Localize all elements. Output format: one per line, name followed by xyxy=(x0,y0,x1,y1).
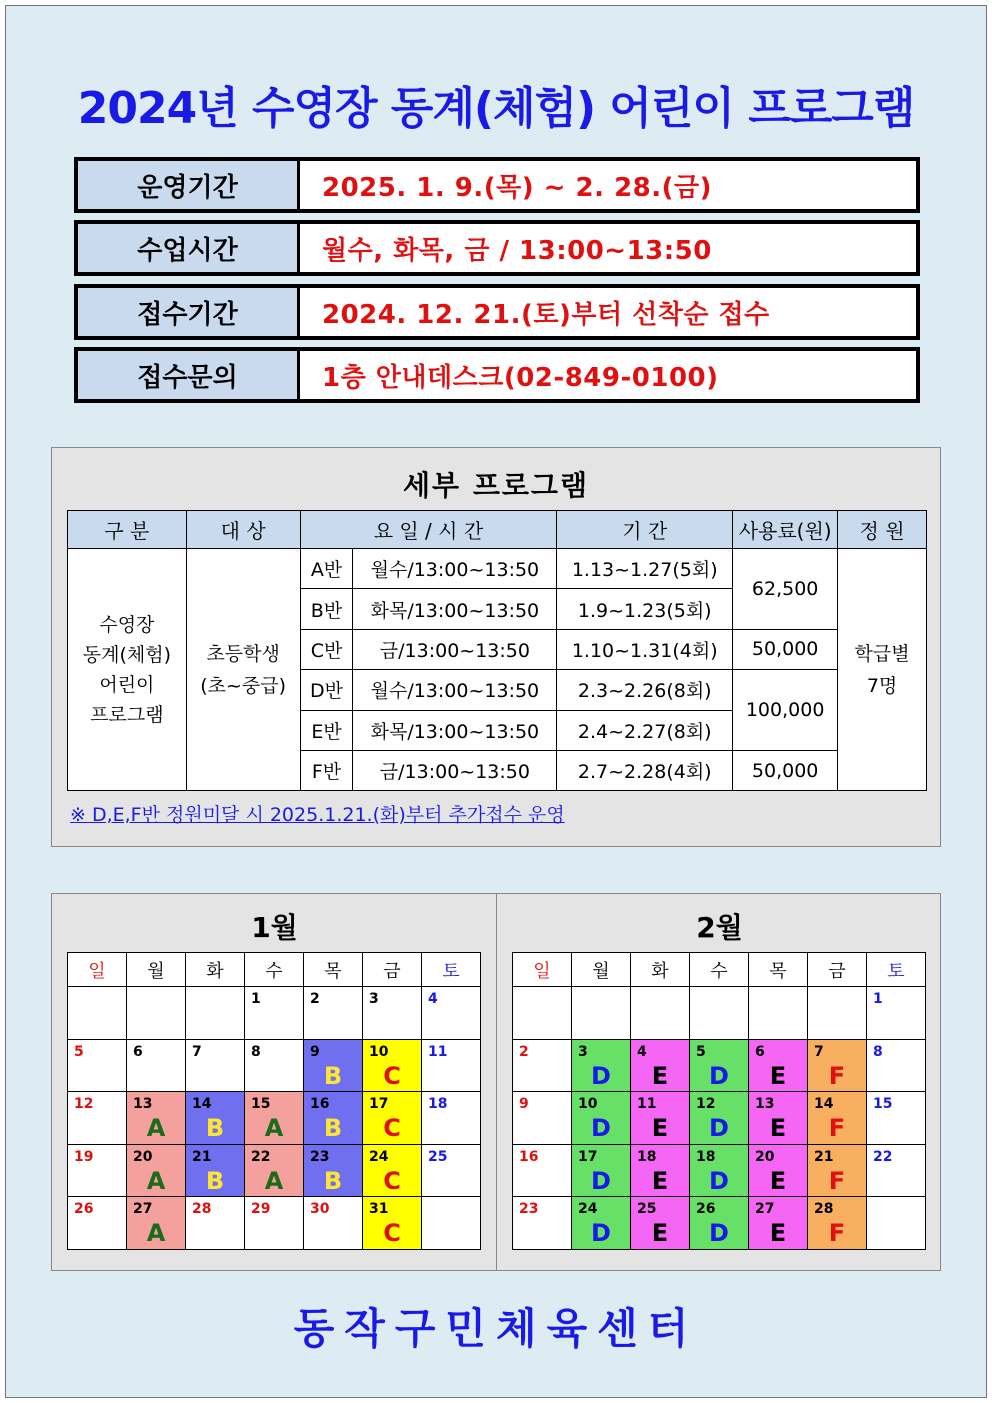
calendar-weekday-row xyxy=(513,953,926,987)
day-number: 18 xyxy=(637,1148,657,1165)
class-label: E xyxy=(651,1061,669,1090)
calendar-day-cell xyxy=(363,1197,422,1250)
weekday-header: 일 xyxy=(513,953,572,987)
detail-program-title: 세부 프로그램 xyxy=(402,469,590,502)
calendar-day-cell xyxy=(68,987,127,1040)
calendar-day-cell xyxy=(749,1144,808,1197)
class-label: D xyxy=(709,1166,729,1195)
calendar-day-cell xyxy=(245,1144,304,1197)
class-label: B xyxy=(323,1166,343,1195)
footer-organization-name: 동작구민체육센터 xyxy=(293,1304,699,1353)
calendar-day-cell xyxy=(572,1092,631,1145)
day-number: 4 xyxy=(428,991,438,1007)
class-label: F xyxy=(828,1166,846,1195)
class-label: F xyxy=(828,1219,846,1248)
day-number: 20 xyxy=(133,1148,153,1165)
weekday-header: 월 xyxy=(572,953,631,987)
day-number: 26 xyxy=(74,1201,94,1218)
day-number: 17 xyxy=(369,1096,389,1113)
calendar-week-row xyxy=(513,1092,926,1145)
day-number: 12 xyxy=(696,1096,716,1113)
class-name-cell: C반 xyxy=(300,629,353,669)
fee-cell: 100,000 xyxy=(733,670,838,751)
calendar-day-cell xyxy=(808,1092,867,1145)
info-row-class-time xyxy=(74,220,920,276)
class-label: D xyxy=(591,1114,611,1143)
calendar-day-cell xyxy=(867,1092,926,1145)
class-time-cell: 금/13:00~13:50 xyxy=(353,750,557,790)
day-number: 22 xyxy=(873,1148,893,1165)
day-number: 1 xyxy=(873,991,883,1007)
class-label: E xyxy=(651,1114,669,1143)
weekday-header: 수 xyxy=(690,953,749,987)
weekday-header: 화 xyxy=(186,953,245,987)
day-number: 17 xyxy=(578,1148,598,1165)
calendar-day-cell xyxy=(690,1039,749,1092)
class-period-cell: 2.3~2.26(8회) xyxy=(557,670,733,710)
weekday-header: 금 xyxy=(808,953,867,987)
fee-cell: 62,500 xyxy=(733,549,838,630)
weekday-header: 금 xyxy=(363,953,422,987)
calendar-day-cell xyxy=(513,1197,572,1250)
category-line: 동계(체험) xyxy=(82,643,171,666)
calendar-week-row xyxy=(68,1039,481,1092)
calendar-day-cell xyxy=(422,1092,481,1145)
calendar-day-cell xyxy=(631,987,690,1040)
header-target: 대 상 xyxy=(186,511,300,549)
day-number: 9 xyxy=(519,1096,529,1113)
info-row-operation-period xyxy=(74,157,920,213)
day-number: 8 xyxy=(251,1043,261,1060)
calendar-day-cell xyxy=(867,1144,926,1197)
calendar-day-cell xyxy=(631,1039,690,1092)
day-number: 6 xyxy=(755,1043,765,1060)
day-number: 3 xyxy=(578,1043,588,1060)
calendar-month-title: 1월 xyxy=(251,911,298,944)
category-line: 수영장 xyxy=(99,613,155,636)
detail-program-panel xyxy=(51,447,941,847)
calendar-day-cell xyxy=(68,1197,127,1250)
class-label: C xyxy=(383,1061,401,1090)
calendar-day-cell xyxy=(513,1092,572,1145)
day-number: 26 xyxy=(696,1201,716,1218)
calendar-week-row xyxy=(513,1197,926,1250)
calendar-day-cell xyxy=(68,1144,127,1197)
calendar-day-cell xyxy=(867,1039,926,1092)
table-row xyxy=(68,549,927,589)
detail-program-table xyxy=(67,510,927,791)
calendar-day-cell xyxy=(245,1197,304,1250)
info-value: 월수, 화목, 금 / 13:00~13:50 xyxy=(322,235,712,266)
class-name-cell: A반 xyxy=(300,549,353,589)
calendar-week-row xyxy=(68,987,481,1040)
day-number: 7 xyxy=(814,1043,824,1060)
category-line: 프로그램 xyxy=(90,703,164,726)
calendar-table xyxy=(67,952,481,1250)
calendar-day-cell xyxy=(186,1039,245,1092)
class-name-cell: F반 xyxy=(300,750,353,790)
class-label: D xyxy=(591,1166,611,1195)
class-time-cell: 월수/13:00~13:50 xyxy=(353,549,557,589)
day-number: 24 xyxy=(369,1148,389,1165)
day-number: 25 xyxy=(637,1201,657,1218)
calendar-month-title: 2월 xyxy=(696,911,743,944)
calendar-week-row xyxy=(68,1092,481,1145)
calendar-february xyxy=(497,894,942,1270)
class-label: D xyxy=(591,1219,611,1248)
calendar-day-cell xyxy=(572,1144,631,1197)
class-label: A xyxy=(146,1114,166,1143)
calendar-day-cell xyxy=(513,987,572,1040)
class-time-cell: 화목/13:00~13:50 xyxy=(353,710,557,750)
day-number: 27 xyxy=(133,1201,153,1218)
day-number: 27 xyxy=(755,1201,775,1218)
day-number: 10 xyxy=(369,1043,389,1060)
class-time-cell: 금/13:00~13:50 xyxy=(353,629,557,669)
weekday-header: 일 xyxy=(68,953,127,987)
day-number: 3 xyxy=(369,991,379,1007)
calendar-day-cell xyxy=(127,1197,186,1250)
weekday-header: 토 xyxy=(867,953,926,987)
class-period-cell: 1.13~1.27(5회) xyxy=(557,549,733,589)
calendar-day-cell xyxy=(690,1144,749,1197)
calendar-week-row xyxy=(68,1144,481,1197)
calendar-day-cell xyxy=(363,1092,422,1145)
calendar-day-cell xyxy=(808,987,867,1040)
calendar-day-cell xyxy=(304,1144,363,1197)
class-label: D xyxy=(591,1061,611,1090)
day-number: 2 xyxy=(519,1043,529,1060)
target-line: (초~중급) xyxy=(200,674,287,697)
calendar-day-cell xyxy=(68,1092,127,1145)
info-label: 접수기간 xyxy=(78,288,300,336)
day-number: 20 xyxy=(755,1148,775,1165)
class-label: E xyxy=(651,1166,669,1195)
category-line: 어린이 xyxy=(99,673,155,696)
fee-cell: 50,000 xyxy=(733,629,838,669)
weekday-header: 화 xyxy=(631,953,690,987)
info-row-registration-period xyxy=(74,284,920,340)
day-number: 24 xyxy=(578,1201,598,1218)
header-fee: 사용료(원) xyxy=(733,511,838,549)
calendar-day-cell xyxy=(513,1039,572,1092)
calendar-table xyxy=(512,952,926,1250)
day-number: 21 xyxy=(192,1148,212,1165)
day-number: 18 xyxy=(428,1096,448,1113)
target-line: 초등학생 xyxy=(206,642,280,665)
additional-registration-note: ※ D,E,F반 정원미달 시 2025.1.21.(화)부터 추가접수 운영 xyxy=(70,804,565,826)
day-number: 13 xyxy=(133,1096,153,1113)
calendar-day-cell xyxy=(245,1092,304,1145)
day-number: 5 xyxy=(74,1043,84,1060)
category-cell xyxy=(68,549,187,791)
poster-title: 2024년 수영장 동계(체험) 어린이 프로그램 xyxy=(77,83,915,134)
calendar-day-cell xyxy=(749,1092,808,1145)
calendar-day-cell xyxy=(867,987,926,1040)
calendar-day-cell xyxy=(422,1197,481,1250)
calendar-day-cell xyxy=(304,1197,363,1250)
class-label: E xyxy=(769,1219,787,1248)
day-number: 22 xyxy=(251,1148,271,1165)
day-number: 15 xyxy=(251,1096,271,1113)
day-number: 4 xyxy=(637,1043,647,1060)
day-number: 18 xyxy=(696,1148,716,1165)
day-number: 1 xyxy=(251,991,261,1007)
day-number: 5 xyxy=(696,1043,706,1060)
calendar-day-cell xyxy=(749,1039,808,1092)
calendar-panel xyxy=(51,893,941,1271)
day-number: 31 xyxy=(369,1201,389,1218)
calendar-day-cell xyxy=(513,1144,572,1197)
day-number: 16 xyxy=(519,1148,539,1165)
calendar-day-cell xyxy=(127,987,186,1040)
class-period-cell: 1.9~1.23(5회) xyxy=(557,589,733,629)
calendar-day-cell xyxy=(808,1144,867,1197)
calendar-day-cell xyxy=(749,987,808,1040)
day-number: 30 xyxy=(310,1201,330,1218)
calendar-day-cell xyxy=(363,1039,422,1092)
header-category: 구 분 xyxy=(68,511,187,549)
calendar-day-cell xyxy=(68,1039,127,1092)
class-label: D xyxy=(709,1219,729,1248)
weekday-header: 토 xyxy=(422,953,481,987)
class-period-cell: 1.10~1.31(4회) xyxy=(557,629,733,669)
day-number: 14 xyxy=(814,1096,834,1113)
class-label: D xyxy=(709,1114,729,1143)
calendar-day-cell xyxy=(631,1197,690,1250)
calendar-day-cell xyxy=(363,987,422,1040)
class-label: B xyxy=(205,1166,225,1195)
class-period-cell: 2.4~2.27(8회) xyxy=(557,710,733,750)
calendar-day-cell xyxy=(304,987,363,1040)
day-number: 15 xyxy=(873,1096,893,1113)
day-number: 28 xyxy=(192,1201,212,1218)
class-label: C xyxy=(383,1219,401,1248)
class-name-cell: E반 xyxy=(300,710,353,750)
header-capacity: 정 원 xyxy=(838,511,927,549)
class-time-cell: 화목/13:00~13:50 xyxy=(353,589,557,629)
day-number: 16 xyxy=(310,1096,330,1113)
calendar-january xyxy=(52,894,497,1270)
info-value: 2024. 12. 21.(토)부터 선착순 접수 xyxy=(322,299,770,330)
calendar-day-cell xyxy=(690,1092,749,1145)
class-label: D xyxy=(709,1061,729,1090)
class-label: E xyxy=(651,1219,669,1248)
day-number: 23 xyxy=(310,1148,330,1165)
calendar-day-cell xyxy=(690,1197,749,1250)
class-label: A xyxy=(264,1114,284,1143)
calendar-day-cell xyxy=(245,987,304,1040)
capacity-line: 학급별 xyxy=(854,642,910,665)
calendar-day-cell xyxy=(186,1197,245,1250)
class-label: A xyxy=(146,1219,166,1248)
class-label: F xyxy=(828,1061,846,1090)
calendar-week-row xyxy=(513,1144,926,1197)
class-label: E xyxy=(769,1061,787,1090)
calendar-day-cell xyxy=(304,1092,363,1145)
calendar-day-cell xyxy=(422,1144,481,1197)
day-number: 10 xyxy=(578,1096,598,1113)
calendar-weekday-row xyxy=(68,953,481,987)
calendar-day-cell xyxy=(749,1197,808,1250)
calendar-day-cell xyxy=(127,1039,186,1092)
day-number: 21 xyxy=(814,1148,834,1165)
class-label: B xyxy=(323,1114,343,1143)
calendar-day-cell xyxy=(422,1039,481,1092)
class-label: B xyxy=(323,1061,343,1090)
info-value: 1층 안내데스크(02-849-0100) xyxy=(322,362,719,393)
calendar-day-cell xyxy=(867,1197,926,1250)
calendar-day-cell xyxy=(572,987,631,1040)
calendar-day-cell xyxy=(572,1039,631,1092)
weekday-header: 월 xyxy=(127,953,186,987)
day-number: 29 xyxy=(251,1201,271,1218)
table-header-row xyxy=(68,511,927,549)
info-value: 2025. 1. 9.(목) ~ 2. 28.(금) xyxy=(322,172,713,203)
header-day-time: 요 일 / 시 간 xyxy=(300,511,557,549)
calendar-day-cell xyxy=(808,1039,867,1092)
day-number: 2 xyxy=(310,991,320,1007)
day-number: 14 xyxy=(192,1096,212,1113)
fee-cell: 50,000 xyxy=(733,750,838,790)
class-label: F xyxy=(828,1114,846,1143)
day-number: 12 xyxy=(74,1096,94,1113)
calendar-day-cell xyxy=(245,1039,304,1092)
info-label: 운영기간 xyxy=(78,161,300,209)
calendar-day-cell xyxy=(186,1092,245,1145)
weekday-header: 목 xyxy=(749,953,808,987)
calendar-week-row xyxy=(513,1039,926,1092)
header-period: 기 간 xyxy=(557,511,733,549)
capacity-line: 7명 xyxy=(866,674,898,697)
calendar-day-cell xyxy=(127,1092,186,1145)
class-label: A xyxy=(264,1166,284,1195)
info-row-inquiry xyxy=(74,347,920,403)
target-cell xyxy=(186,549,300,791)
day-number: 9 xyxy=(310,1043,320,1060)
day-number: 23 xyxy=(519,1201,539,1218)
class-label: C xyxy=(383,1114,401,1143)
info-label: 수업시간 xyxy=(78,224,300,272)
class-label: B xyxy=(205,1114,225,1143)
calendar-day-cell xyxy=(186,1144,245,1197)
day-number: 11 xyxy=(428,1043,448,1060)
day-number: 11 xyxy=(637,1096,657,1113)
day-number: 7 xyxy=(192,1043,202,1060)
calendar-day-cell xyxy=(572,1197,631,1250)
calendar-day-cell xyxy=(127,1144,186,1197)
class-label: E xyxy=(769,1166,787,1195)
calendar-week-row xyxy=(513,987,926,1040)
info-label: 접수문의 xyxy=(78,351,300,399)
calendar-week-row xyxy=(68,1197,481,1250)
calendar-day-cell xyxy=(631,1144,690,1197)
class-time-cell: 월수/13:00~13:50 xyxy=(353,670,557,710)
calendar-day-cell xyxy=(690,987,749,1040)
day-number: 25 xyxy=(428,1148,448,1165)
calendar-day-cell xyxy=(186,987,245,1040)
day-number: 19 xyxy=(74,1148,94,1165)
calendar-day-cell xyxy=(631,1092,690,1145)
class-label: A xyxy=(146,1166,166,1195)
weekday-header: 목 xyxy=(304,953,363,987)
calendar-day-cell xyxy=(422,987,481,1040)
class-label: E xyxy=(769,1114,787,1143)
class-name-cell: B반 xyxy=(300,589,353,629)
calendar-day-cell xyxy=(363,1144,422,1197)
day-number: 8 xyxy=(873,1043,883,1060)
calendar-day-cell xyxy=(808,1197,867,1250)
day-number: 13 xyxy=(755,1096,775,1113)
class-period-cell: 2.7~2.28(4회) xyxy=(557,750,733,790)
day-number: 6 xyxy=(133,1043,143,1060)
day-number: 28 xyxy=(814,1201,834,1218)
weekday-header: 수 xyxy=(245,953,304,987)
class-label: C xyxy=(383,1166,401,1195)
calendar-day-cell xyxy=(304,1039,363,1092)
class-name-cell: D반 xyxy=(300,670,353,710)
capacity-cell xyxy=(838,549,927,791)
